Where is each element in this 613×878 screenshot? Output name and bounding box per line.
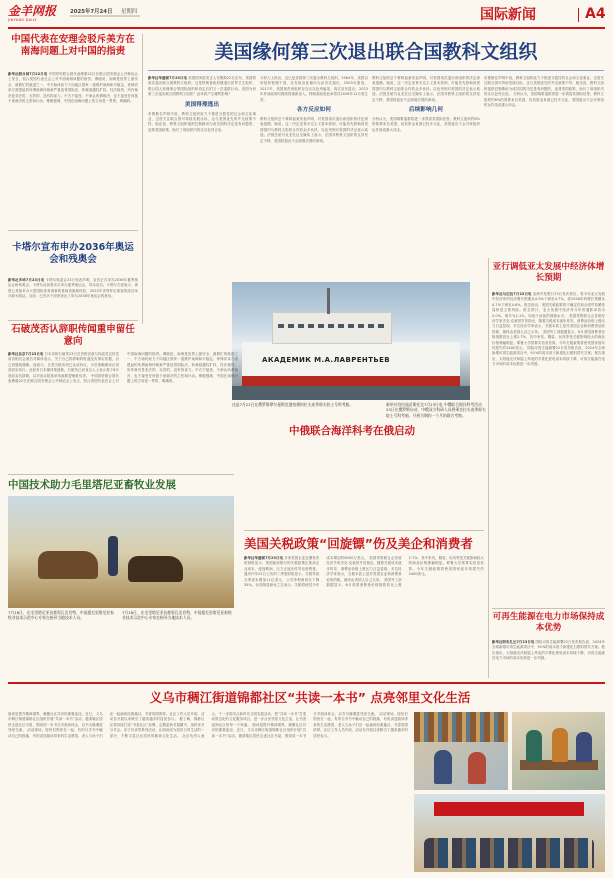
cattle-shape bbox=[38, 551, 98, 579]
headline-china-russia-survey: 中俄联合海洋科考在俄启动 bbox=[289, 425, 415, 437]
headline-us-tariff: 美国关税政策“回旋镖”伤及美企和消费者 bbox=[244, 536, 473, 551]
reader-shape bbox=[434, 750, 452, 784]
dateline: 新华社华盛顿7月23日电 bbox=[244, 556, 284, 560]
divider bbox=[8, 474, 234, 475]
article-unesco-col3 bbox=[372, 76, 480, 282]
divider bbox=[8, 230, 138, 231]
subhead: 各方反应如何 bbox=[296, 107, 332, 114]
ship-hull bbox=[242, 342, 460, 386]
headline-adb-forecast: 亚行调低亚太发展中经济体增长预期 bbox=[492, 262, 605, 283]
page-number: A4 bbox=[585, 6, 606, 22]
article-body: 多家美国企业近期发布的财报显示，美国政府推行的关税政策正推高企业成本、侵蚀利润，压力正逐步传导至消费者。通用汽车22日公布的二季度财报显示，关税导致当季成本增加11亿美元，公司净利润同比下降35%。玩具制造商孩之宝表示，关税将使其今年成本增加约6000万美元。 bbox=[244, 556, 368, 588]
article-body: 日本首相石破茂23日在首相官邸与执政党自民党前首相们会面后对媒体表示，关于自己将辞职的报道没有事实依据，自己将继续履职。他表示，日美关税谈判已达成协议，今后需确保协议得到切实执行。此前有日本媒体报道称，石破茂已向身边人士表示将于8月底前宣布辞职，以对参议院选举执政联盟惨败负责。 bbox=[8, 352, 119, 378]
section-divider bbox=[578, 8, 579, 22]
headline-south-china-sea: 中国代表在安理会驳斥美方在南海问题上对中国的指责 bbox=[11, 34, 135, 57]
ship-mast bbox=[327, 288, 330, 314]
subhead: 后续影响几何 bbox=[408, 107, 444, 114]
divider bbox=[244, 530, 484, 531]
livestock-photo bbox=[8, 496, 234, 608]
masthead-subline bbox=[70, 15, 140, 17]
article-body: 国际可再生能源署22日发布报告说，2024年全球新增可再生能源项目中，91%的成本低于新建化石燃料替代方案。报告指出，太阳能光伏和陆上风电的平准化度电成本持续下降，可再生能源在电力市场的成本优势进一步巩固。 bbox=[492, 346, 605, 367]
article-unesco-col4 bbox=[484, 76, 604, 256]
headline-qatar-olympics: 卡塔尔宣布申办2036年奥运会和残奥会 bbox=[12, 242, 134, 265]
masthead bbox=[8, 4, 606, 26]
article-body: 活动现场，居民们围坐在一起，有的分享书中触动自己的段落，有的讲述阅读带来的生活感悟，老人与孩子们还一起诵读经典篇目，书香氛围浓厚。社区工作人员介绍，活动自开展以来吸引了越来越多的居民参与。 bbox=[313, 712, 408, 738]
article-adb-forecast bbox=[492, 292, 605, 604]
column-divider bbox=[488, 258, 489, 678]
survey-caption: 新华社符拉迪沃斯托克7月23日电 中俄联合海洋科考活动23日在俄罗斯启动，中俄双方科研人员将乘坐拉夫连季耶夫院士号科考船，开展为期约一个月的联合考察。 bbox=[386, 402, 486, 418]
article-body: 美国劳工部数据显示，6月美国消费者价格指数同比上涨2.7%，其中家具、服装、玩具等受关税影响较大的商品价格涨幅明显。耶鲁大学预算实验室估算，今年关税政策将使美国家庭年均损失约2400美元。 bbox=[326, 556, 484, 588]
article-body: 分析认为，美国频繁退群将进一步损害其国际信誉。教科文组织约8%的预算来自美国，但其资金来源已经多元化，美国退出不会对该组织运作造成重大冲击。 bbox=[484, 92, 604, 108]
ship-window-row bbox=[278, 324, 386, 328]
dateline: 新华社东京7月23日电 bbox=[8, 352, 44, 356]
dateline: 新华社多哈7月23日电 bbox=[8, 278, 45, 282]
article-body: 布鲁斯在声明中说，教科文组织致力于推进分裂性的社会和文化事业，过度关注联合国可持续发展目标，这与美国优先的外交政策不符。她还说，教科文组织接纳巴勒斯坦为成员国的决定是有问题的，违背美国政策，助长了该组织内的反以色列言论。 bbox=[148, 111, 256, 132]
article-body: 国际可再生能源署22日发布报告说，2024年全球新增可再生能源项目中，91%的成本低于新建化石燃料替代方案。报告指出，太阳能光伏和陆上风电的平准化度电成本持续下降，可再生能源在电力市场的成本优势进一步巩固。 bbox=[492, 640, 605, 661]
cattle-shape bbox=[128, 556, 183, 582]
bookshelf bbox=[414, 712, 508, 742]
headline-yiwu-reading: 义乌市稠江街道锦都社区“共读一本书” 点亮邻里文化生活 bbox=[149, 690, 471, 705]
divider bbox=[8, 320, 138, 321]
section-name: 国际新闻 bbox=[480, 7, 536, 23]
article-yiwu-reading bbox=[8, 712, 408, 872]
audience-row bbox=[424, 838, 594, 868]
reader-shape bbox=[552, 728, 568, 762]
article-body: 美国零售联合会首席经济学家杰克·克莱因亨茨指出，随着关税成本逐步传导，消费品价格上涨压力日益显现。多位经济学家表示，关税本质上是对美国企业和消费者征收的税，最终由美国人自己买单。 bbox=[326, 556, 402, 582]
subhead: 美国得理逃出 bbox=[184, 101, 220, 108]
article-body: 分析认为，美国频繁退群将进一步损害其国际信誉。教科文组织约8%的预算来自美国，但其资金来源已经多元化，美国退出不会对该组织运作造成重大冲击。 bbox=[372, 117, 480, 132]
divider bbox=[492, 608, 605, 609]
article-body: 美国劳工部数据显示，6月美国消费者价格指数同比上涨2.7%，其中家具、服装、玩具等受关税影响较大的商品价格涨幅明显。耶鲁大学预算实验室估算，今年关税政策将使美国家庭年均损失约2400美元。 bbox=[492, 329, 605, 351]
dateline: 新华社阿布扎比7月23日电 bbox=[492, 640, 535, 644]
livestock-photo-caption-cont: 7月18日，在毛里塔尼亚首都努瓦克肖特，中国援毛里塔尼亚畜牧业技术示范中心专家在指导当地技术人员。 bbox=[122, 610, 232, 621]
person-shape bbox=[108, 536, 118, 576]
article-body: 阅读是提升精神境界、凝聚社区共识的重要途径。近日，义乌市稠江街道锦都社区组织开展“共读一本书”活动，邀请辖区居民走进社区书屋，围绕同一本书分享阅读体会，以书为媒增进邻里交流。 bbox=[211, 712, 379, 738]
masthead-rule bbox=[8, 27, 605, 29]
article-body: 分析人士指出，这已是美国第三次退出教科文组织。1984年，美国以该组织管理不善、存在政治化倾向为由首次退出，2003年重返。2017年，美国指责该组织存在反以色列偏见，再次宣布退出。2023年拜登政府时期美国重新加入。特朗普政府此举将在2026年12月底生效。 bbox=[260, 76, 368, 102]
issue-date: 2025年7月24日 bbox=[70, 9, 113, 15]
article-body: 中国常驻联合国代表傅聪22日在联合国安理会公开辩论会上发言，驳斥美国代表在会上对中国南海问题的指责。傅聪说，南海是世界上最安全、最繁忙的航道之一，中方始终致力于同地区国家一道维护南海和平稳定。菲律宾单方面提起的所谓南海仲裁案严重违背国际法，仲裁庭越权扩权、枉法裁判，所作裁决是非法的、无效的，没有拘束力。中方不接受、不承认所谓裁决，也不接受任何基于该裁决的主张和行动。傅聪强调，中国在南海问题上的立场是一贯的、明确的。 bbox=[8, 72, 138, 104]
article-body: 中国常驻联合国代表傅聪22日在联合国安理会公开辩论会上发言，驳斥美国代表在会上对中国南海问题的指责。傅聪说，南海是世界上最安全、最繁忙的航道之一，中方始终致力于同地区国家一道维护南海和平稳定。菲律宾单方面提起的所谓南海仲裁案严重违背国际法，仲裁庭越权扩权、枉法裁判，所作裁决是非法的、无效的，没有拘束力。中方不接受、不承认所谓裁决，也不接受任何基于该裁决的主张和行动。傅聪强调，中国在南海问题上的立场是一贯的、明确的。 bbox=[8, 352, 238, 384]
reading-photo-2 bbox=[512, 712, 605, 790]
reader-shape bbox=[468, 752, 486, 784]
issue-weekday: 星期四 bbox=[121, 9, 138, 15]
reader-shape bbox=[576, 732, 592, 762]
headline-mauritania-livestock: 中国技术助力毛里塔尼亚畜牧业发展 bbox=[8, 479, 176, 491]
column-divider bbox=[142, 34, 143, 324]
reading-photo-1 bbox=[414, 712, 508, 790]
newspaper-logo-sub: JINYANG DAILY bbox=[8, 18, 37, 22]
article-body: 活动现场，居民们围坐在一起，有的分享书中触动自己的段落，有的讲述阅读带来的生活感悟，老人与孩子们还一起诵读经典篇目，书香氛围浓厚。社区工作人员介绍，活动自开展以来吸引了越来越多的居民参与。 bbox=[8, 712, 205, 738]
article-body: 美国国务院发言人布鲁斯22日宣布，美国将再次退出联合国教科文组织。这是特朗普政府继退出世界卫生组织、联合国人权理事会等国际组织和协定后的又一次退群行动。美国为何第三次退出联合国教科文组织？此举将产生哪些影响？ bbox=[148, 76, 256, 97]
article-body: 据了解，锦都社区将持续打造“书香社区”品牌，定期更新书屋藏书，组织读书分享会、亲子共读等系列活动，让阅读成为居民日常生活的一部分，不断丰富社区居民的精神文化生活。 bbox=[109, 717, 205, 738]
newspaper-logo: 金羊网报 bbox=[8, 4, 57, 18]
dateline: 新华社华盛顿7月23日电 bbox=[148, 76, 188, 80]
ship-photo-caption: 这是7月22日在俄罗斯摩尔曼斯克港拍摄的拉夫连季耶夫院士号科考船。 bbox=[232, 402, 354, 407]
harbor-water bbox=[232, 386, 470, 400]
banner-shape bbox=[434, 802, 584, 816]
article-body: 布鲁斯在声明中说，教科文组织致力于推进分裂性的社会和文化事业，过度关注联合国可持续发展目标，这与美国优先的外交政策不符。她还说，教科文组织接纳巴勒斯坦为成员国的决定是有问题的，违背美国政策，助长了该组织内的反以色列言论。 bbox=[484, 76, 604, 97]
reading-photo-3 bbox=[414, 794, 605, 872]
article-body: 卡塔尔奥委会23日发表声明，宣布正式申办2036年夏季奥运会和残奥会。卡塔尔此前曾多次申办夏季奥运会，均未成功。卡塔尔方面表示，该国已具备举办大型国际体育赛事的基础设施和经验，2022年世界杯足球赛的成功举办即为明证。目前，已有多个国家表达了申办2036年奥运会的意向。 bbox=[8, 278, 138, 299]
article-unesco-col1 bbox=[148, 76, 256, 282]
article-body: 社区负责人表示，下一步将结合新时代文明实践活动，把“共读一本书”打造成常态化的文化服务项目，进一步点亮邻里文化生活，让书香浸润社区的每一个角落。 bbox=[182, 712, 307, 738]
article-ishiba bbox=[8, 352, 238, 472]
headline-unesco-withdrawal: 美国缘何第三次退出联合国教科文组织 bbox=[214, 41, 538, 63]
article-body: 阅读是提升精神境界、凝聚社区共识的重要途径。近日，义乌市稠江街道锦都社区组织开展“共读一本书”活动，邀请辖区居民走进社区书屋，围绕同一本书分享阅读体会，以书为媒增进邻里交流。 bbox=[8, 712, 103, 733]
article-body: 美国零售联合会首席经济学家杰克·克莱因亨茨指出，随着关税成本逐步传导，消费品价格上涨压力日益显现。多位经济学家表示，关税本质上是对美国企业和消费者征收的税，最终由美国人自己买单。 bbox=[492, 313, 605, 334]
reader-shape bbox=[526, 730, 542, 762]
article-unesco-col2 bbox=[260, 76, 368, 282]
headline-ishiba-resignation: 石破茂否认辞职传闻重申留任意向 bbox=[11, 324, 135, 347]
article-south-china-sea bbox=[8, 72, 138, 222]
bottom-section-rule bbox=[8, 682, 605, 684]
ship-name-plate: АКАДЕМИК М.А.ЛАВРЕНТЬЕВ bbox=[262, 356, 391, 364]
dateline: 新华社马尼拉7月23日电 bbox=[492, 292, 532, 296]
headline-renewable-energy: 可再生能源在电力市场保持成本优势 bbox=[492, 612, 605, 633]
article-renewable-energy bbox=[492, 640, 605, 678]
article-us-tariff bbox=[244, 556, 484, 674]
livestock-photo-caption: 7月18日，在毛里塔尼亚首都努瓦克肖特，中国援毛里塔尼亚畜牧业技术示范中心专家在指导当地技术人员。 bbox=[8, 610, 114, 621]
ship-photo bbox=[232, 282, 470, 400]
article-body: 教科文组织总干事阿祖莱发表声明，对美国再次退出该组织的决定深表遗憾。她说，这一决定违背多边主义基本原则，可能首先影响到美国国内与教科文组织合作的众多伙伴。以色列则对美国的决定表示欢迎。法国总统马克龙在社交媒体上表示，法国对教科文组织的支持坚定不移，美国的退出不会削弱法国的承诺。 bbox=[260, 117, 368, 143]
article-body: 亚洲开发银行23日发布报告，将今年亚太发展中经济体的经济增长预期从4.9%下调至4.7%，将2026年的增长预期从4.7%下调至4.6%。报告指出，美国关税政策的不确定性和全球贸易紧张局势是主要风险。报告预计，亚太发展中经济体今年的通胀率将为2.0%，明年为2.1%，均低于此前的预测水平。 bbox=[492, 292, 605, 318]
article-body: 教科文组织总干事阿祖莱发表声明，对美国再次退出该组织的决定深表遗憾。她说，这一决定违背多边主义基本原则，可能首先影响到美国国内与教科文组织合作的众多伙伴。以色列则对美国的决定表示欢迎。法国总统马克龙在社交媒体上表示，法国对教科文组织的支持坚定不移，美国的退出不会削弱法国的承诺。 bbox=[372, 76, 480, 102]
ship-superstructure bbox=[272, 312, 392, 344]
headline-rule bbox=[148, 70, 604, 71]
dateline: 新华社联合国7月22日电 bbox=[8, 72, 48, 76]
